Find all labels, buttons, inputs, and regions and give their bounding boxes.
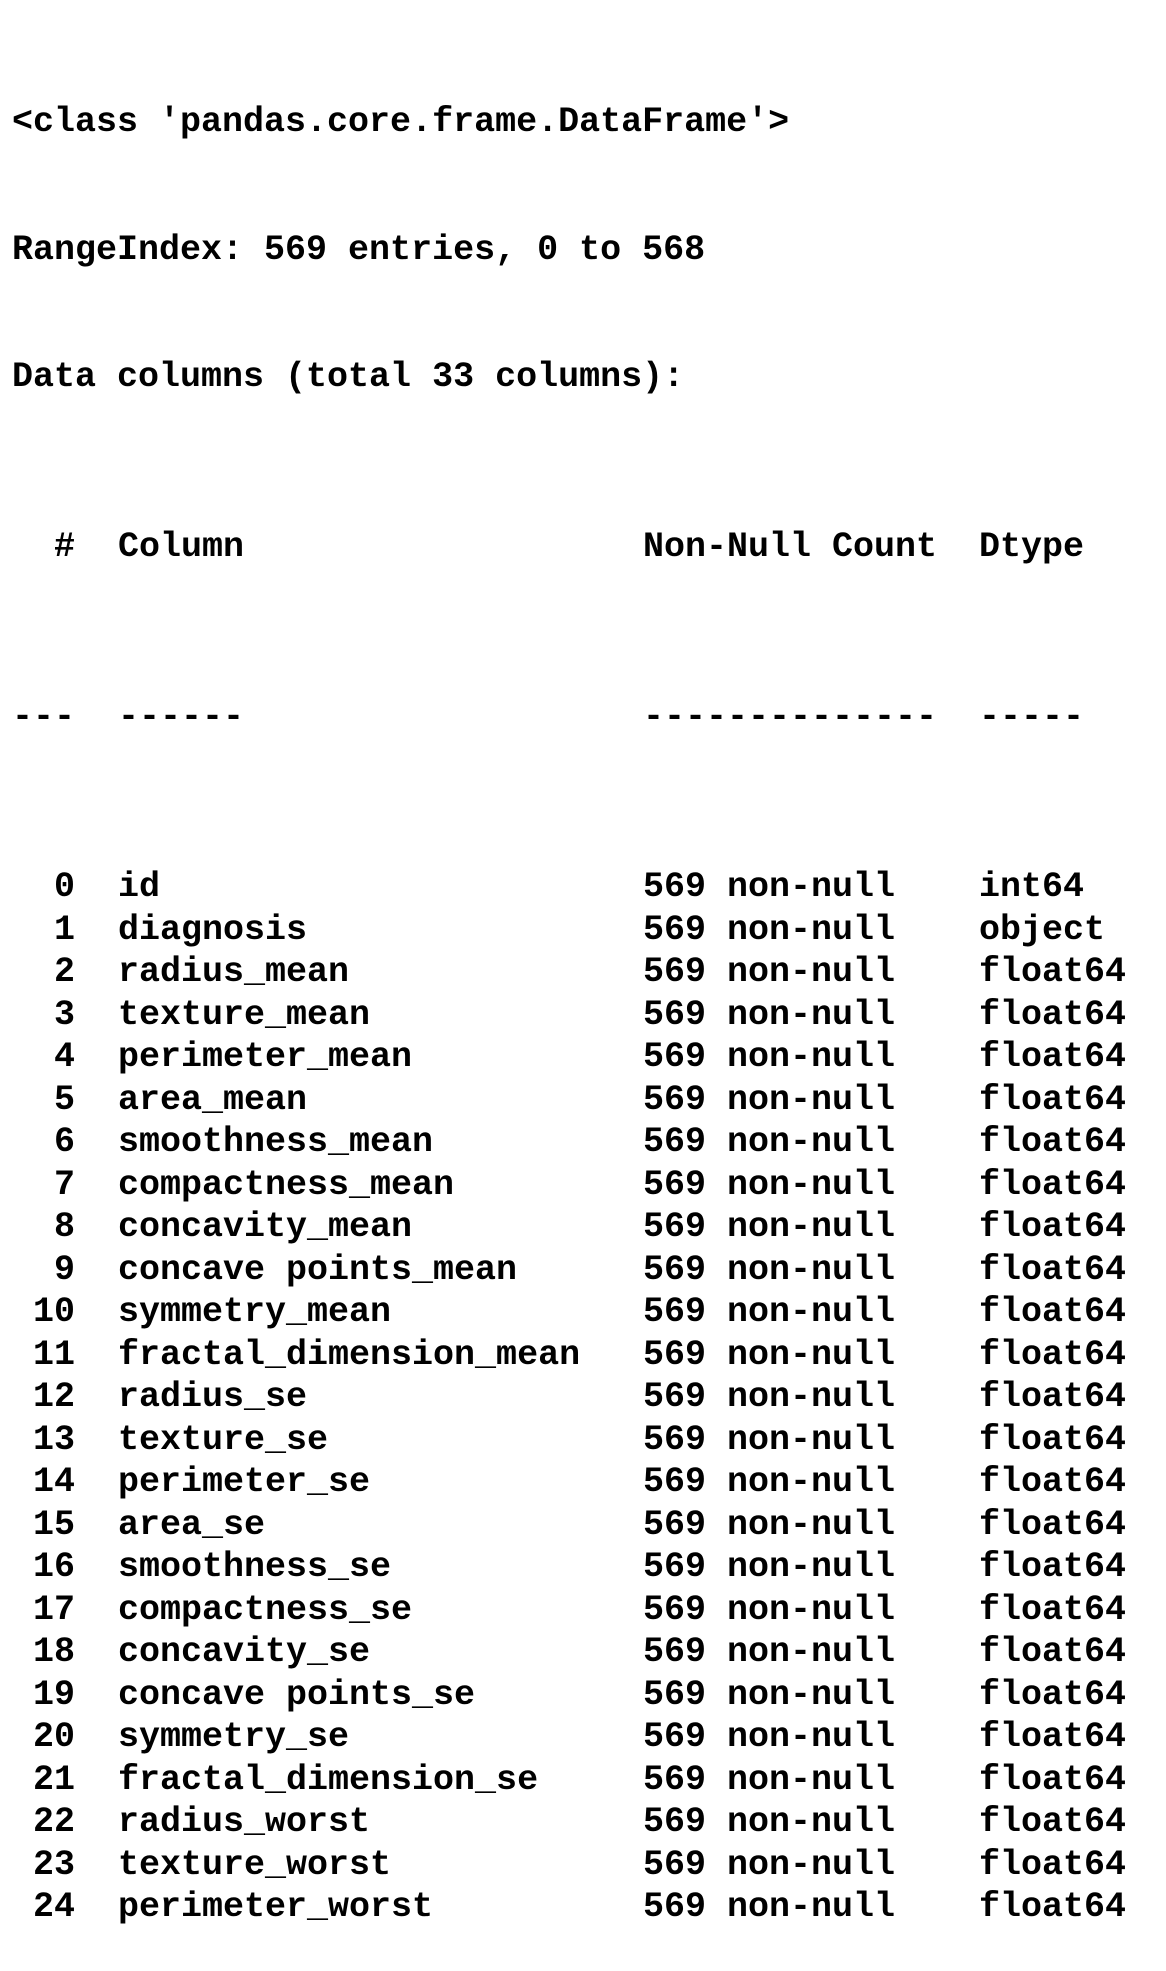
table-row xyxy=(12,1589,1139,1632)
row-index: 4 xyxy=(53,1037,75,1077)
row-dtype: float64 xyxy=(979,1632,1127,1672)
row-dtype: float64 xyxy=(979,1249,1127,1290)
row-dtype: float64 xyxy=(979,1377,1127,1417)
row-column-name: compactness_mean xyxy=(118,1164,455,1205)
row-non-null-count: 569 non-null xyxy=(643,1462,896,1502)
row-column-name: perimeter_se xyxy=(118,1462,371,1502)
row-column-name: perimeter_worst xyxy=(118,1887,434,1927)
row-index: 1 xyxy=(53,909,75,950)
table-row xyxy=(12,1334,1139,1377)
row-column-name: area_se xyxy=(118,1504,266,1545)
table-row xyxy=(12,1036,1139,1079)
row-index: 12 xyxy=(32,1377,75,1417)
header-index: # xyxy=(53,527,75,567)
row-dtype: int64 xyxy=(979,867,1085,907)
row-dtype: float64 xyxy=(979,952,1127,992)
table-row xyxy=(12,1759,1139,1802)
row-index: 5 xyxy=(53,1079,75,1120)
table-row xyxy=(12,1801,1139,1844)
row-column-name: radius_mean xyxy=(118,952,350,992)
row-non-null-count: 569 non-null xyxy=(643,909,896,950)
table-body xyxy=(12,866,1139,1929)
row-non-null-count: 569 non-null xyxy=(643,1249,896,1290)
row-column-name: radius_se xyxy=(118,1377,308,1417)
row-column-name: concave points_se xyxy=(118,1674,476,1715)
row-non-null-count: 569 non-null xyxy=(643,952,896,992)
table-header xyxy=(12,526,1139,569)
row-dtype: float64 xyxy=(979,1844,1127,1885)
row-non-null-count: 569 non-null xyxy=(643,994,896,1035)
row-dtype: float64 xyxy=(979,1462,1127,1502)
row-column-name: fractal_dimension_se xyxy=(118,1759,539,1800)
row-column-name: smoothness_mean xyxy=(118,1122,434,1162)
table-separator xyxy=(12,696,1139,739)
row-non-null-count: 569 non-null xyxy=(643,1377,896,1417)
row-non-null-count: 569 non-null xyxy=(643,1717,896,1757)
row-index: 24 xyxy=(32,1887,75,1927)
table-row xyxy=(12,1674,1139,1717)
row-index: 23 xyxy=(32,1844,75,1885)
row-non-null-count: 569 non-null xyxy=(643,1632,896,1672)
row-index: 10 xyxy=(32,1292,75,1332)
row-index: 2 xyxy=(53,952,75,992)
row-index: 6 xyxy=(53,1122,75,1162)
row-column-name: radius_worst xyxy=(118,1802,371,1842)
separator-column: ------ xyxy=(118,697,245,737)
row-column-name: symmetry_mean xyxy=(118,1292,392,1332)
row-dtype: float64 xyxy=(979,1207,1127,1247)
row-non-null-count: 569 non-null xyxy=(643,867,896,907)
row-dtype: float64 xyxy=(979,1717,1127,1757)
table-row xyxy=(12,1716,1139,1759)
row-non-null-count: 569 non-null xyxy=(643,1334,896,1375)
table-row xyxy=(12,1419,1139,1462)
row-non-null-count: 569 non-null xyxy=(643,1887,896,1927)
row-index: 20 xyxy=(32,1717,75,1757)
table-row xyxy=(12,1886,1139,1929)
row-dtype: float64 xyxy=(979,994,1127,1035)
row-dtype: float64 xyxy=(979,1292,1127,1332)
row-dtype: object xyxy=(979,909,1106,950)
row-dtype: float64 xyxy=(979,1759,1127,1800)
row-dtype: float64 xyxy=(979,1419,1127,1460)
table-row xyxy=(12,1504,1139,1547)
row-non-null-count: 569 non-null xyxy=(643,1419,896,1460)
row-column-name: symmetry_se xyxy=(118,1717,350,1757)
row-index: 14 xyxy=(32,1462,75,1502)
row-dtype: float64 xyxy=(979,1334,1127,1375)
row-column-name: smoothness_se xyxy=(118,1547,392,1587)
row-non-null-count: 569 non-null xyxy=(643,1759,896,1800)
row-non-null-count: 569 non-null xyxy=(643,1589,896,1630)
row-non-null-count: 569 non-null xyxy=(643,1122,896,1162)
row-non-null-count: 569 non-null xyxy=(643,1844,896,1885)
row-dtype: float64 xyxy=(979,1547,1127,1587)
row-dtype: float64 xyxy=(979,1504,1127,1545)
row-index: 22 xyxy=(32,1802,75,1842)
row-index: 15 xyxy=(32,1504,75,1545)
row-index: 8 xyxy=(53,1207,75,1247)
row-index: 11 xyxy=(32,1334,75,1375)
header-column: Column xyxy=(118,527,245,567)
header-count: Non-Null Count xyxy=(643,527,938,567)
row-dtype: float64 xyxy=(979,1589,1127,1630)
row-column-name: concavity_mean xyxy=(118,1207,413,1247)
row-index: 3 xyxy=(53,994,75,1035)
data-columns-line: Data columns (total 33 columns): xyxy=(12,357,685,397)
row-non-null-count: 569 non-null xyxy=(643,1504,896,1545)
table-row xyxy=(12,1164,1139,1207)
row-index: 16 xyxy=(32,1547,75,1587)
row-column-name: concave points_mean xyxy=(118,1249,518,1290)
row-index: 17 xyxy=(32,1589,75,1630)
row-column-name: texture_se xyxy=(118,1419,329,1460)
row-dtype: float64 xyxy=(979,1887,1127,1927)
row-dtype: float64 xyxy=(979,1037,1127,1077)
table-row xyxy=(12,1376,1139,1419)
row-non-null-count: 569 non-null xyxy=(643,1207,896,1247)
row-dtype: float64 xyxy=(979,1164,1127,1205)
row-column-name: compactness_se xyxy=(118,1589,413,1630)
row-non-null-count: 569 non-null xyxy=(643,1547,896,1587)
row-dtype: float64 xyxy=(979,1674,1127,1715)
table-row xyxy=(12,994,1139,1037)
row-index: 7 xyxy=(53,1164,75,1205)
row-column-name: perimeter_mean xyxy=(118,1037,413,1077)
row-column-name: diagnosis xyxy=(118,909,308,950)
separator-dtype: ----- xyxy=(979,697,1085,737)
row-column-name: texture_worst xyxy=(118,1844,392,1885)
range-index-line: RangeIndex: 569 entries, 0 to 568 xyxy=(12,229,706,270)
header-dtype: Dtype xyxy=(979,527,1085,567)
row-column-name: concavity_se xyxy=(118,1632,371,1672)
row-column-name: id xyxy=(118,867,161,907)
class-line: <class 'pandas.core.frame.DataFrame'> xyxy=(12,102,790,142)
row-index: 19 xyxy=(32,1674,75,1715)
row-non-null-count: 569 non-null xyxy=(643,1164,896,1205)
row-non-null-count: 569 non-null xyxy=(643,1037,896,1077)
row-column-name: area_mean xyxy=(118,1079,308,1120)
row-dtype: float64 xyxy=(979,1079,1127,1120)
table-row xyxy=(12,1249,1139,1292)
row-column-name: fractal_dimension_mean xyxy=(118,1334,581,1375)
row-non-null-count: 569 non-null xyxy=(643,1079,896,1120)
row-non-null-count: 569 non-null xyxy=(643,1802,896,1842)
table-row xyxy=(12,1631,1139,1674)
row-index: 18 xyxy=(32,1632,75,1672)
table-row xyxy=(12,1206,1139,1249)
row-index: 21 xyxy=(32,1759,75,1800)
table-row xyxy=(12,1461,1139,1504)
table-row xyxy=(12,1291,1139,1334)
table-row xyxy=(12,1079,1139,1122)
row-dtype: float64 xyxy=(979,1122,1127,1162)
separator-count: -------------- xyxy=(643,697,938,737)
row-dtype: float64 xyxy=(979,1802,1127,1842)
table-row xyxy=(12,951,1139,994)
table-row xyxy=(12,866,1139,909)
row-index: 13 xyxy=(32,1419,75,1460)
row-column-name: texture_mean xyxy=(118,994,371,1035)
table-row xyxy=(12,1121,1139,1164)
table-row xyxy=(12,909,1139,952)
row-index: 0 xyxy=(53,867,75,907)
table-row xyxy=(12,1844,1139,1887)
row-index: 9 xyxy=(53,1249,75,1290)
row-non-null-count: 569 non-null xyxy=(643,1674,896,1715)
table-row xyxy=(12,1546,1139,1589)
console-output xyxy=(12,16,1139,1971)
row-non-null-count: 569 non-null xyxy=(643,1292,896,1332)
separator-index: --- xyxy=(12,697,76,737)
